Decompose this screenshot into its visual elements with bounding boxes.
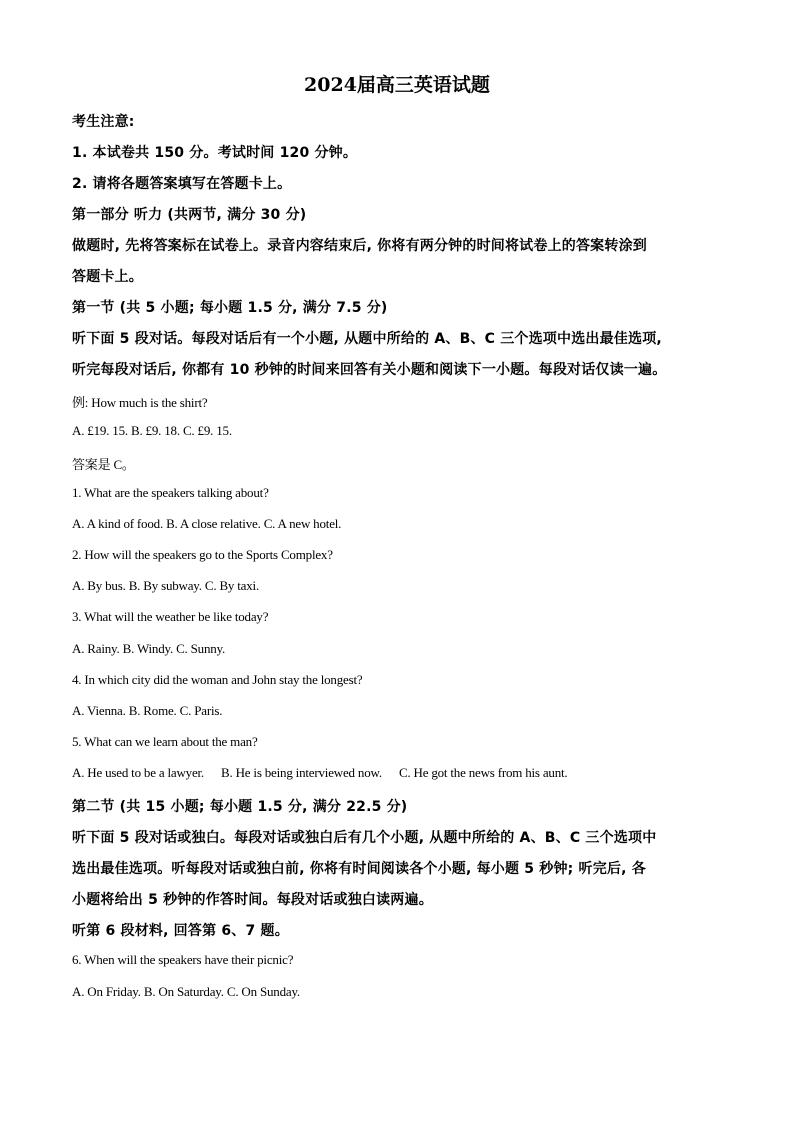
question-1-options: [72, 516, 341, 532]
part1-heading: 第一部分 听力 (共两节, 满分 30 分): [72, 207, 307, 223]
question-3: 3. What will the weather be like today?: [72, 609, 269, 624]
question-6: 6. When will the speakers have their picnic?: [72, 952, 294, 967]
question-3-options: [72, 641, 225, 657]
notice-heading: 考生注意:: [72, 114, 135, 130]
option-a: A. On Friday.: [72, 984, 141, 999]
notice-item-2: 2. 请将各题答案填写在答题卡上。: [72, 176, 292, 192]
part1-instruction-line1: 做题时, 先将答案标在试卷上。录音内容结束后, 你将有两分钟的时间将试卷上的答案转涂到: [72, 238, 647, 254]
part1-instruction-line2: 答题卡上。: [72, 269, 143, 285]
question-2-options: [72, 578, 259, 594]
option-a: A. Vienna.: [72, 703, 126, 718]
option-b: B. By subway.: [128, 578, 202, 593]
option-b: B. On Saturday.: [143, 984, 224, 999]
option-c: C. A new hotel.: [263, 516, 342, 531]
question-1: 1. What are the speakers talking about?: [72, 485, 269, 500]
question-2: 2. How will the speakers go to the Sports Complex?: [72, 547, 333, 562]
option-c: C. By taxi.: [204, 578, 260, 593]
option-c: C. He got the news from his aunt.: [398, 765, 568, 780]
option-b: B. Rome.: [128, 703, 177, 718]
page-title: 2024届高三英语试题: [304, 74, 490, 96]
option-c: C. Sunny.: [176, 641, 226, 656]
section1-instruction-line1: 听下面 5 段对话。每段对话后有一个小题, 从题中所给的 A、B、C 三个选项中选出最佳选项,: [72, 331, 662, 347]
notice-item-1: 1. 本试卷共 150 分。考试时间 120 分钟。: [72, 145, 358, 161]
option-a: A. By bus.: [72, 578, 126, 593]
example-options: A. £19. 15. B. £9. 18. C. £9. 15.: [72, 423, 232, 438]
material-6-heading: 听第 6 段材料, 回答第 6、7 题。: [72, 923, 289, 939]
option-c: C. Paris.: [179, 703, 223, 718]
option-a: A. He used to be a lawyer.: [72, 765, 204, 780]
example-answer: 答案是 C。: [72, 457, 135, 472]
section2-instruction-line1: 听下面 5 段对话或独白。每段对话或独白后有几个小题, 从题中所给的 A、B、C 三个选项中: [72, 830, 657, 846]
option-c: C. On Sunday.: [226, 984, 300, 999]
section1-instruction-line2: 听完每段对话后, 你都有 10 秒钟的时间来回答有关小题和阅读下一小题。每段对话仅读一遍。: [72, 362, 667, 378]
example-question: 例: How much is the shirt?: [72, 395, 208, 410]
question-6-options: [72, 984, 300, 1000]
option-a: A. A kind of food.: [72, 516, 164, 531]
section1-heading: 第一节 (共 5 小题; 每小题 1.5 分, 满分 7.5 分): [72, 300, 388, 316]
option-b: B. He is being interviewed now.: [221, 765, 382, 780]
question-4-options: [72, 703, 222, 719]
option-b: B. A close relative.: [166, 516, 261, 531]
question-4: 4. In which city did the woman and John stay the longest?: [72, 672, 363, 687]
section2-heading: 第二节 (共 15 小题; 每小题 1.5 分, 满分 22.5 分): [72, 799, 408, 815]
section2-instruction-line2: 选出最佳选项。听每段对话或独白前, 你将有时间阅读各个小题, 每小题 5 秒钟; 听完后, 各: [72, 861, 646, 877]
question-5-options: [72, 765, 567, 781]
section2-instruction-line3: 小题将给出 5 秒钟的作答时间。每段对话或独白读两遍。: [72, 892, 433, 908]
option-b: B. Windy.: [122, 641, 174, 656]
question-5: 5. What can we learn about the man?: [72, 734, 258, 749]
option-a: A. Rainy.: [72, 641, 120, 656]
